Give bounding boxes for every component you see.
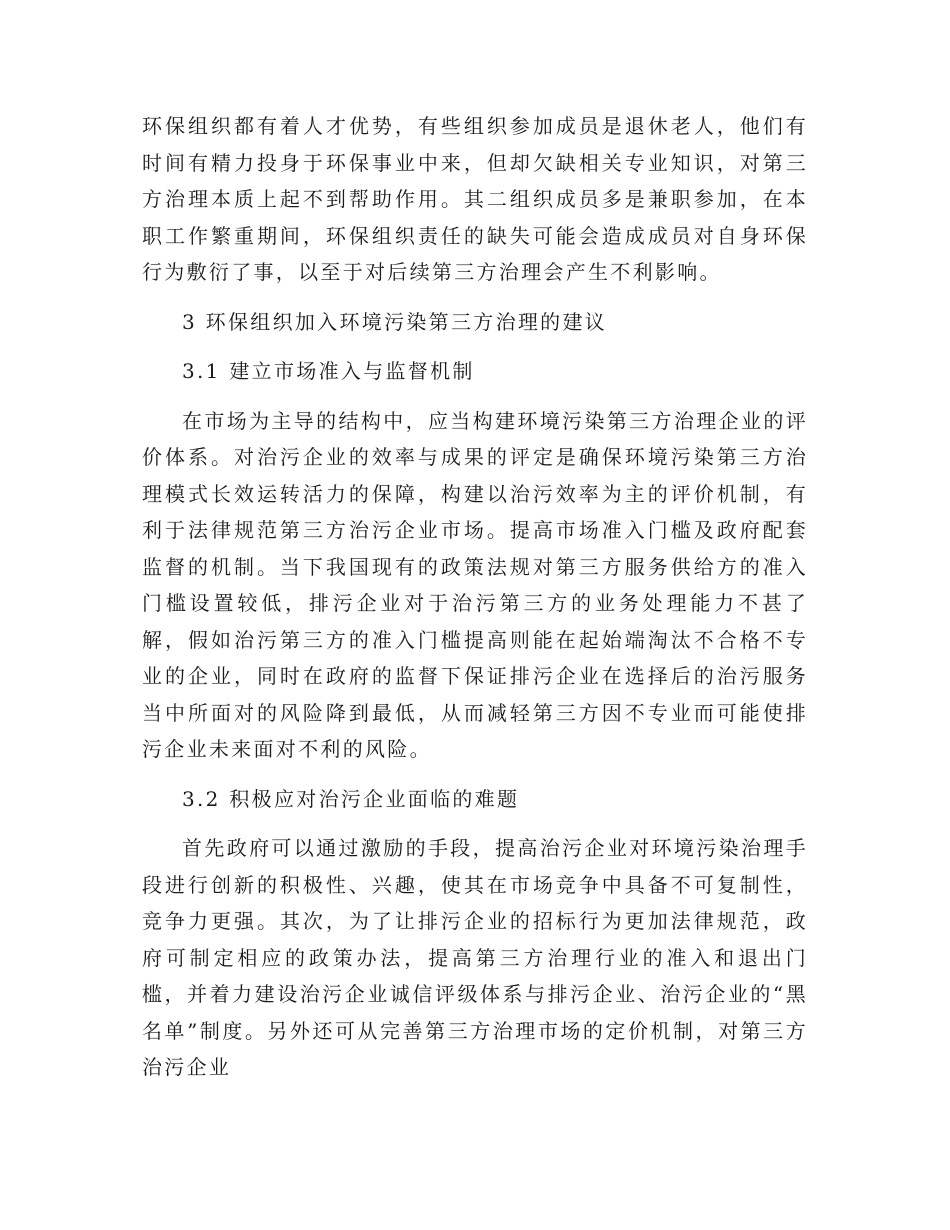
document-body <box>142 108 808 1086</box>
continued-paragraph: 环保组织都有着人才优势，有些组织参加成员是退休老人，他们有时间有精力投身于环保事业中来，但却欠缺相关专业知识，对第三方治理本质上起不到帮助作用。其二组织成员多是兼职参加，在本职工作繁重期间，环保组织责任的缺失可能会造成成员对自身环保行为敷衍了事，以至于对后续第三方治理会产生不利影响。 <box>142 114 808 284</box>
section-3-1-paragraph: 在市场为主导的结构中，应当构建环境污染第三方治理企业的评价体系。对治污企业的效率与成果的评定是确保环境污染第三方治理模式长效运转活力的保障，构建以治污效率为主的评价机制，有利于法律规范第三方治污企业市场。提高市场准入门槛及政府配套监督的机制。当下我国现有的政策法规对第三方服务供给方的准入门槛设置较低，排污企业对于治污第三方的业务处理能力不甚了解，假如治污第三方的准入门槛提高则能在起始端淘汰不合格不专业的企业，同时在政府的监督下保证排污企业在选择后的治污服务当中所面对的风险降到最低，从而减轻第三方因不专业而可能使排污企业未来面对不利的风险。 <box>142 408 808 761</box>
section-3-1-heading: 3.1 建立市场准入与监督机制 <box>182 359 475 383</box>
section-3-2-heading: 3.2 积极应对治污企业面临的难题 <box>182 786 520 811</box>
section-3-2-paragraph: 首先政府可以通过激励的手段，提高治污企业对环境污染治理手段进行创新的积极性、兴趣，使其在市场竞争中具备不可复制性，竞争力更强。其次，为了让排污企业的招标行为更加法律规范，政府可制定相应的政策办法，提高第三方治理行业的准入和退出门槛，并着力建设治污企业诚信评级体系与排污企业、治污企业的“黑名单”制度。另外还可从完善第三方治理市场的定价机制，对第三方治污企业 <box>142 836 808 1079</box>
section-3-heading: 3 环保组织加入环境污染第三方治理的建议 <box>182 309 608 334</box>
